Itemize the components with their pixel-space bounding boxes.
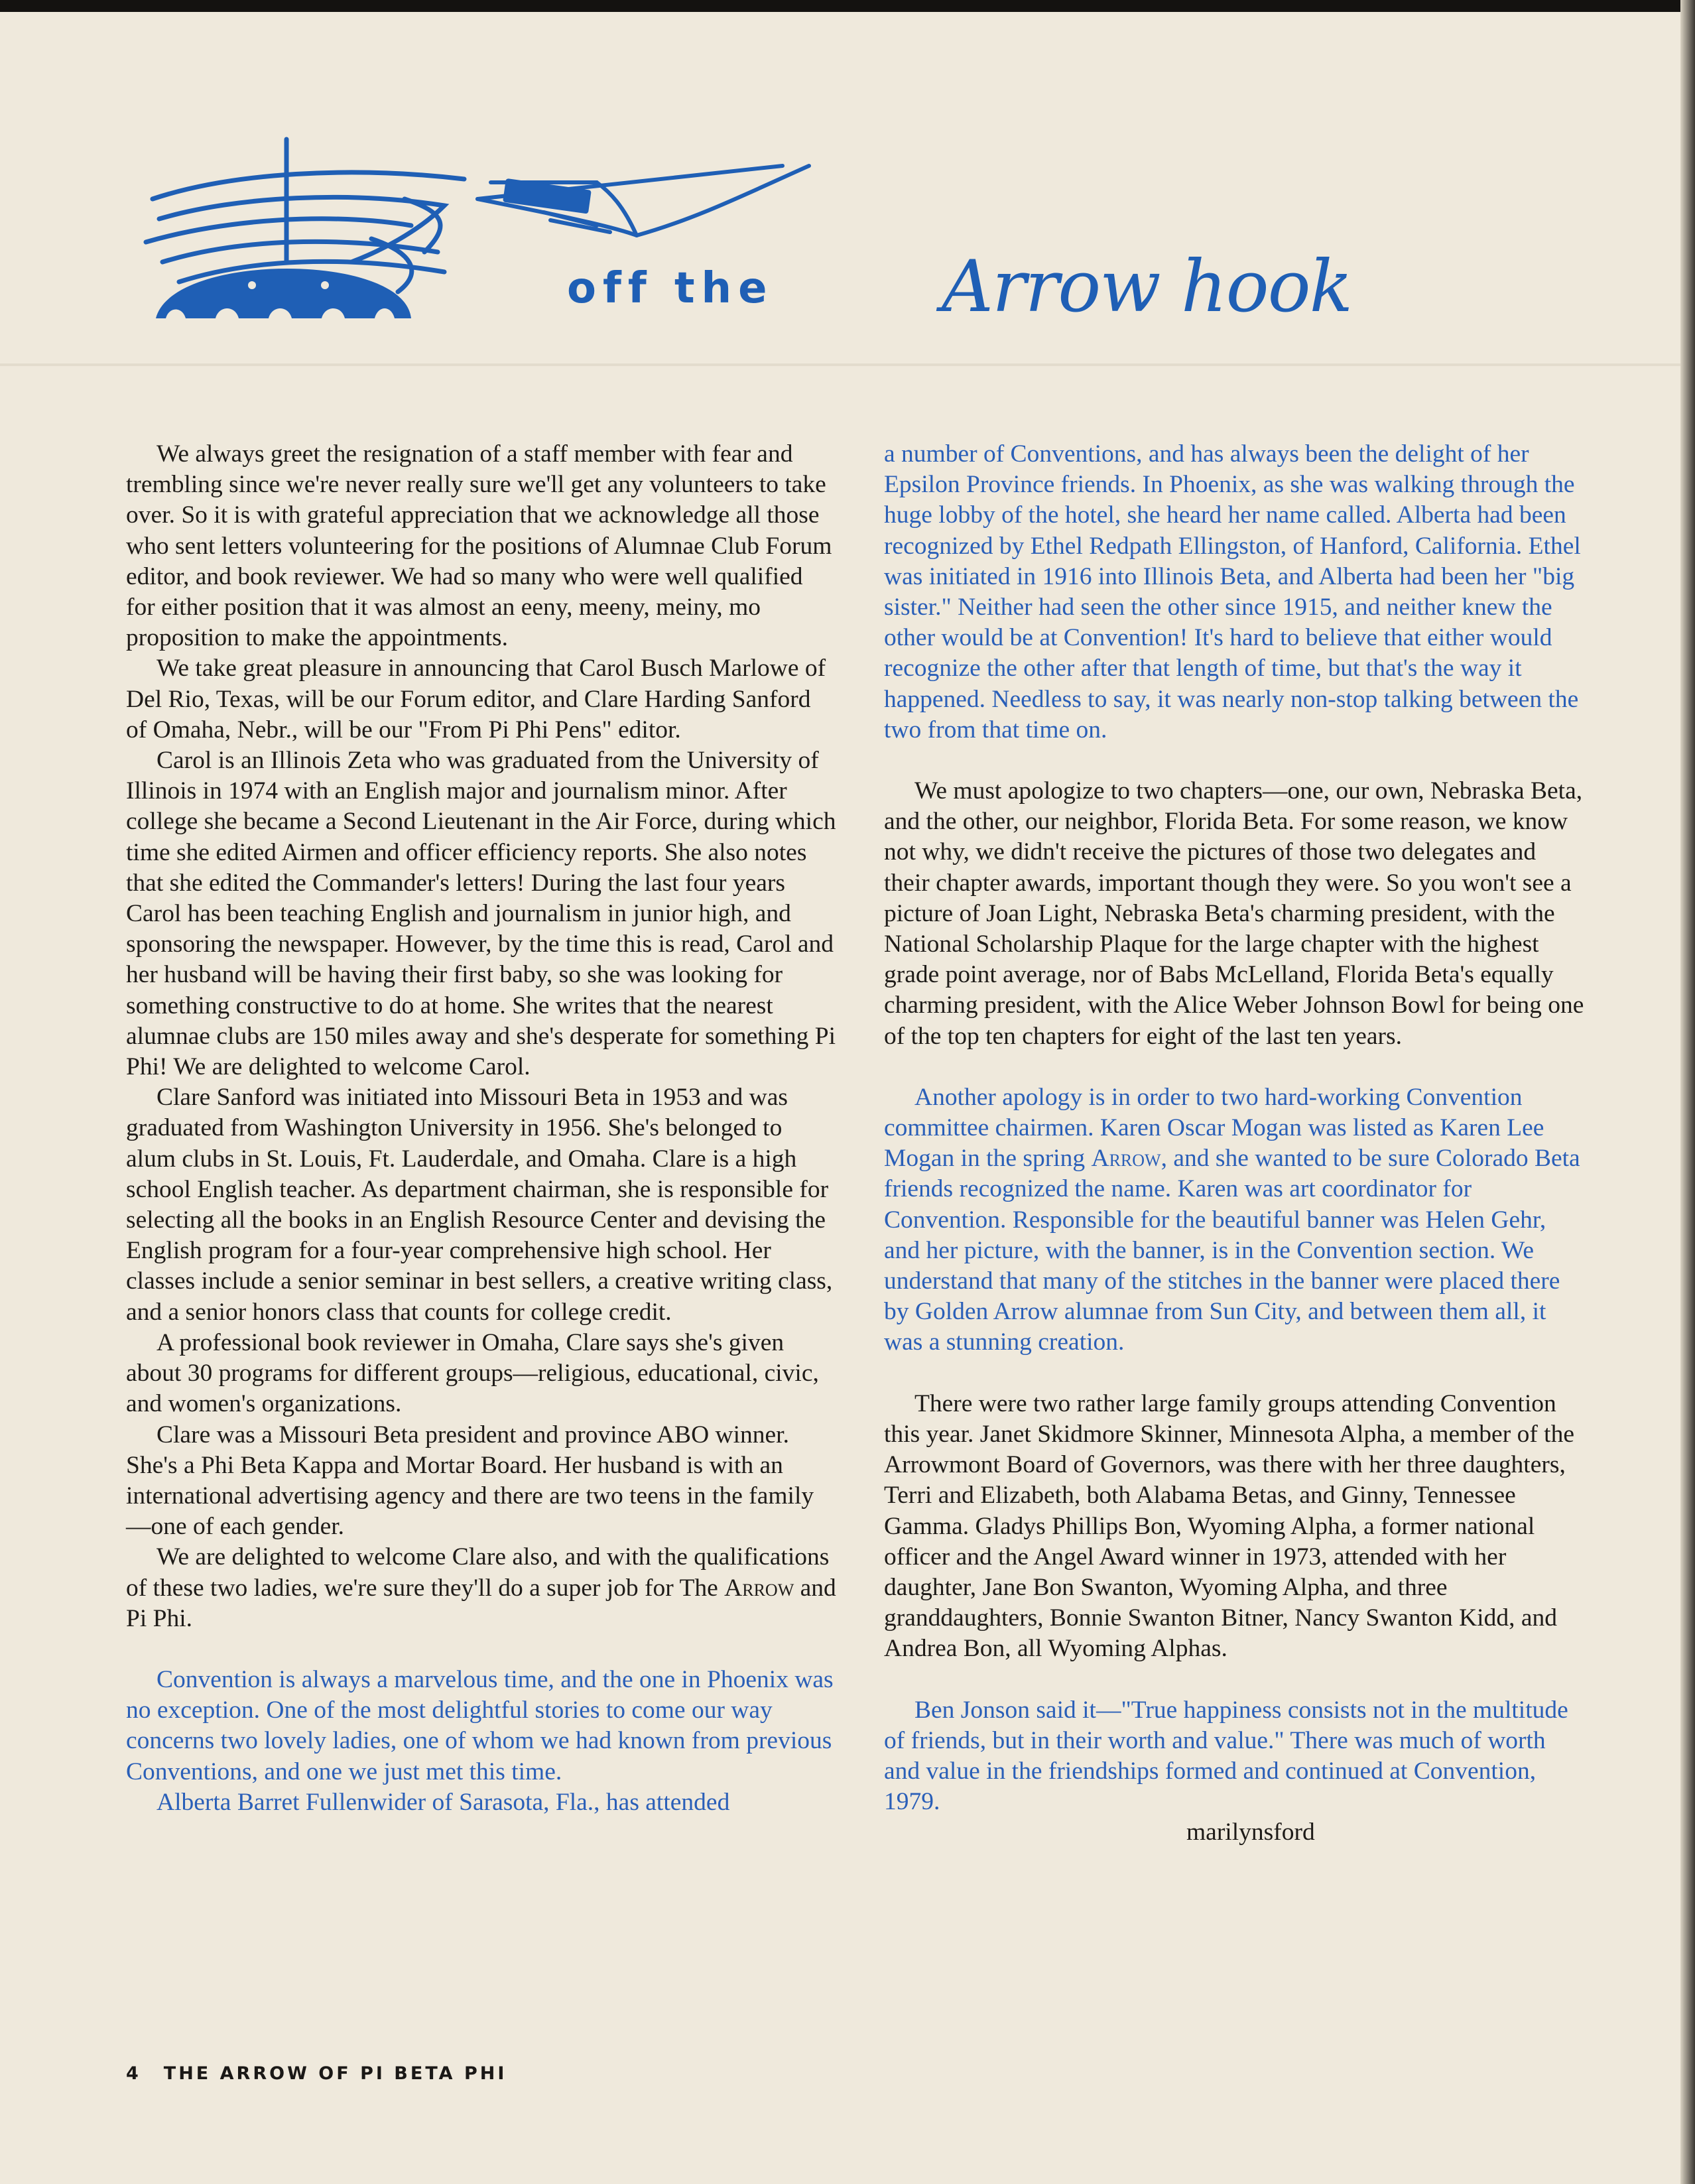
paragraph-chairmen-apology: Another apology is in order to two hard-working Convention committee chairmen. Karen Oscar Mogan was listed as Karen Lee Mogan in the spring Arrow, and she wanted to be sure Colorado Beta friends recognized the name. Karen was art coordinator for Convention. Responsible for the beautiful banner was Helen Gehr, and her picture, with the banner, is in the Convention section. We understand that many of the stitches in the banner were placed there by Golden Arrow alumnae from Sun City, and between them all, it was a stunning creation. [884, 1083, 1580, 1356]
paragraph-alberta: Alberta Barret Fullenwider of Sarasota, Fla., has attended [157, 1788, 730, 1816]
paragraph-family-groups: There were two rather large family groups attending Convention this year. Janet Skidmore Skinner, Minnesota Alpha, a member of the Arrowmont Board of Governors, was there with her three daughters, Terri and Elizabeth, both Alabama Betas, and Ginny, Tennessee Gamma. Gladys Phillips Bon, Wyoming Alpha, a former national officer and the Angel Award winner in 1973, attended with her daughter, Jane Bon Swanton, Wyoming Alpha, and three granddaughters, Bonnie Swanton Bitner, Nancy Swanton Kidd, and Andrea Bon, all Wyoming Alphas. [884, 1389, 1574, 1663]
arrow-smallcaps: Arrow [724, 1574, 794, 1602]
page-footer [126, 2063, 507, 2084]
paragraph-clare-awards: Clare was a Missouri Beta president and province ABO winner. She's a Phi Beta Kappa and Mortar Board. Her husband is with an international advertising agency and there are two teens in the family—one of each gender. [126, 1421, 814, 1541]
paragraph-clare-bio: Clare Sanford was initiated into Missouri Beta in 1953 and was graduated from Washington University in 1956. She's belonged to alum clubs in St. Louis, Ft. Lauderdale, and Omaha. Clare is a high school English teacher. As department chairman, she is responsible for selecting all the books in an English Resource Center and devising the English program for a four-year comprehensive high school. Her classes include a senior seminar in best sellers, a creative writing class, and a senior honors class that counts for college credit. [126, 1084, 833, 1326]
paragraph-new-editors: We take great pleasure in announcing that Carol Busch Marlowe of Del Rio, Texas, will be our Forum editor, and Clare Harding Sanford of Omaha, Nebr., will be our "From Pi Phi Pens" editor. [126, 655, 826, 743]
paragraph-staff-resignation: We always greet the resignation of a staff member with fear and trembling since we're never really sure we'll get any volunteers to take over. So it is with grateful appreciation that we acknowledge all those who sent letters volunteering for the positions of Alumnae Club Forum editor, and book reviewer. We had so many who were well qualified for either position that it was almost an eeny, meeny, meiny, mo proposition to make the appointments. [126, 440, 832, 652]
right-column [884, 439, 1584, 1848]
left-column [126, 439, 837, 1818]
masthead-title: off the [567, 264, 774, 313]
paragraph-clare-reviewer: A professional book reviewer in Omaha, Clare says she's given about 30 programs for different groups—religious, educational, civic, and women's organizations. [126, 1328, 819, 1418]
publication-name: THE ARROW OF PI BETA PHI [163, 2063, 507, 2084]
paragraph-alberta-continued: a number of Conventions, and has always been the delight of her Epsilon Province friends. In Phoenix, as she was walking through the huge lobby of the hotel, she heard her name called. Alberta had been recognized by Ethel Redpath Ellingston, of Hanford, California. Ethel was initiated in 1916 into Illinois Beta, and Alberta had been her "big sister." Neither had seen the other since 1915, and neither knew the other would be at Convention! It's hard to believe that either would recognize the other after that length of time, but that's the way it happened. Needless to say, it was nearly non-stop talking between the two from that time on. [884, 440, 1581, 743]
dome-icon [146, 139, 464, 292]
page-edge-shadow [1680, 0, 1695, 2184]
masthead-script-title: Arrow hook [942, 245, 1352, 328]
arrow-smallcaps: Arrow [1091, 1145, 1161, 1173]
arrow-badge-icon [477, 166, 809, 235]
masthead-divider [0, 363, 1680, 366]
paragraph-convention-story: Convention is always a marvelous time, and the one in Phoenix was no exception. One of the most delightful stories to come our way concerns two lovely ladies, one of whom we had known from previous Conventions, and one we just met this time. [126, 1665, 834, 1785]
paragraph-chapter-apology: We must apologize to two chapters—one, our own, Nebraska Beta, and the other, our neighbor, Florida Beta. For some reason, we know not why, we didn't receive the pictures of those two delegates and their chapter awards, important though they were. So you won't see a picture of Joan Light, Nebraska Beta's charming president, with the National Scholarship Plaque for the large chapter with the highest grade point average, nor of Babs McLelland, Florida Beta's equally charming president, with the Alice Weber Johnson Bowl for being one of the top ten chapters for eight of the last ten years. [884, 777, 1584, 1050]
paragraph-ben-jonson: Ben Jonson said it—"True happiness consists not in the multitude of friends, but in their worth and value." There was much of worth and value in the friendships formed and continued at Convention, 1979. [884, 1696, 1568, 1816]
paragraph-carol: Carol is an Illinois Zeta who was graduated from the University of Illinois in 1974 with an English major and journalism minor. After college she became a Second Lieutenant in the Air Force, during which time she edited Airmen and officer efficiency reports. She also notes that she edited the Commander's letters! During the last four years Carol has been teaching English and journalism in junior high, and sponsoring the newspaper. However, by the time this is read, Carol and her husband will be having their first baby, so she was looking for something constructive to do at home. She writes that the nearest alumnae clubs are 150 miles away and she's desperate for something Pi Phi! We are delighted to welcome Carol. [126, 747, 836, 1081]
top-border [0, 0, 1695, 12]
author-signature: marilynsford [1186, 1819, 1315, 1846]
paragraph-welcome-clare: We are delighted to welcome Clare also, and with the qualifications of these two ladies, we're sure they'll do a super job for The Arrow and Pi Phi. [126, 1543, 836, 1632]
page-number: 4 [126, 2063, 141, 2084]
